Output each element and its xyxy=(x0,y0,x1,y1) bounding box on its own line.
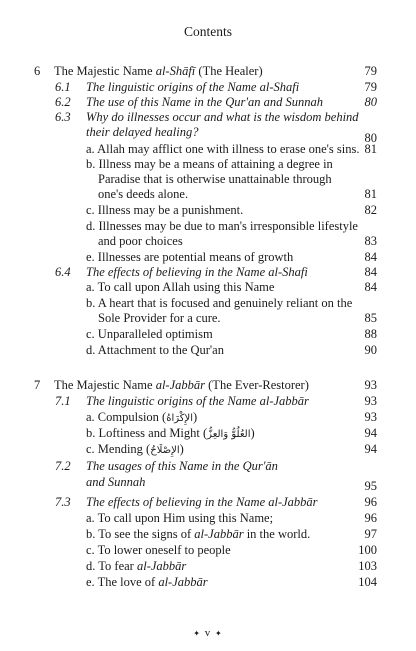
section-number: 6.4 xyxy=(55,265,71,279)
section-title: The linguistic origins of the Name al-Jabbār xyxy=(86,394,309,408)
toc-item[interactable] xyxy=(0,326,416,342)
page-number: 90 xyxy=(364,343,377,357)
item-text: d. Attachment to the Qur'an xyxy=(86,343,224,357)
page-number: 93 xyxy=(364,378,377,392)
item-text: c. Unparalleled optimism xyxy=(86,327,213,341)
chapter-title: The Majestic Name al-Shāfī (The Healer) xyxy=(54,64,263,78)
item-text-line-1: d. Illnesses may be due to man's irresponsible lifestyle xyxy=(86,219,358,233)
chapter-number: 6 xyxy=(34,64,41,78)
toc-chapter-7[interactable] xyxy=(0,377,416,393)
page-numeral: v xyxy=(204,627,212,639)
toc-item[interactable] xyxy=(0,279,416,295)
toc-item[interactable] xyxy=(0,510,416,526)
page-number: 88 xyxy=(364,327,377,341)
section-title-line-1: The usages of this Name in the Qur'ān xyxy=(86,459,278,473)
section-number: 6.3 xyxy=(55,110,71,124)
page-number: 93 xyxy=(364,394,377,408)
item-text: e. The love of al-Jabbār xyxy=(86,575,208,589)
section-title: The linguistic origins of the Name al-Shafi xyxy=(86,80,300,94)
item-text-line-2: Sole Provider for a cure. xyxy=(98,311,221,325)
page-title: Contents xyxy=(183,24,232,39)
toc-item-cont xyxy=(0,171,416,187)
page-number: 79 xyxy=(364,64,377,78)
page-number: 93 xyxy=(364,410,377,424)
toc-chapter-6[interactable] xyxy=(0,63,416,79)
toc-section-6-3-cont[interactable] xyxy=(0,124,416,145)
arabic-term: العُلُوُّ وَالعِزُّ xyxy=(207,429,251,440)
section-title-line-2: their delayed healing? xyxy=(86,125,199,139)
toc-item-cont xyxy=(0,310,416,326)
toc-item-cont xyxy=(0,186,416,202)
toc-item[interactable] xyxy=(0,342,416,358)
section-title: The effects of believing in the Name al-Jabbār xyxy=(86,495,318,509)
section-title-line-1: Why do illnesses occur and what is the wisdom behind xyxy=(86,110,359,124)
page-number: 85 xyxy=(364,311,377,325)
item-text: a. To call upon Him using this Name; xyxy=(86,511,274,525)
item-text: a. Allah may afflict one with illness to erase one's sins. xyxy=(86,142,360,156)
chapter-number: 7 xyxy=(34,378,41,392)
item-text-line-2: Paradise that is otherwise unattainable through xyxy=(98,172,332,186)
toc-section-7-2[interactable] xyxy=(0,458,416,474)
page-number: 84 xyxy=(364,250,377,264)
item-text-line-2: and poor choices xyxy=(98,234,183,248)
item-text-line-1: b. A heart that is focused and genuinely reliant on the xyxy=(86,296,353,310)
section-title: The use of this Name in the Qur'an and Sunnah xyxy=(86,95,324,109)
page-number: 104 xyxy=(358,575,377,589)
page-number: 83 xyxy=(364,234,377,248)
page-number: 97 xyxy=(364,527,377,541)
item-text: c. Mending (الإِصْلَاحُ) xyxy=(86,442,184,456)
toc-section-6-4[interactable] xyxy=(0,264,416,280)
toc-item[interactable] xyxy=(0,574,416,590)
page-number: 84 xyxy=(364,265,377,279)
section-number: 7.3 xyxy=(55,495,71,509)
arabic-term: الإِكْرَاهُ xyxy=(166,413,193,424)
page-number: 100 xyxy=(358,543,377,557)
toc-item[interactable] xyxy=(0,542,416,558)
section-number: 6.1 xyxy=(55,80,71,94)
toc-item[interactable] xyxy=(0,441,416,457)
toc-item[interactable] xyxy=(0,202,416,218)
item-text-line-3: one's deeds alone. xyxy=(98,187,189,201)
section-title: The effects of believing in the Name al-Shafi xyxy=(86,265,308,279)
page-number: 80 xyxy=(364,131,377,145)
section-number: 7.1 xyxy=(55,394,71,408)
page-number: 96 xyxy=(364,495,377,509)
toc-section-7-1[interactable] xyxy=(0,393,416,409)
page-number: 82 xyxy=(364,203,377,217)
section-number: 6.2 xyxy=(55,95,71,109)
toc-item[interactable] xyxy=(0,425,416,441)
page-number: 96 xyxy=(364,511,377,525)
page-number: 84 xyxy=(364,280,377,294)
item-text-line-1: b. Illness may be a means of attaining a degree in xyxy=(86,157,333,171)
page-number: 80 xyxy=(364,95,377,109)
page-number: 81 xyxy=(364,142,377,156)
toc-section-6-3[interactable] xyxy=(0,109,416,125)
arabic-term: الإِصْلَاحُ xyxy=(150,445,180,456)
toc-item-cont xyxy=(0,233,416,249)
page-number: 95 xyxy=(364,479,377,493)
page-number: 81 xyxy=(364,187,377,201)
item-text: e. Illnesses are potential means of growth xyxy=(86,250,294,264)
item-text: c. Illness may be a punishment. xyxy=(86,203,244,217)
page-number: 94 xyxy=(364,426,377,440)
toc-item[interactable] xyxy=(0,526,416,542)
page-number: 94 xyxy=(364,442,377,456)
ornament-icon: ✦ xyxy=(215,629,223,638)
toc-item[interactable] xyxy=(0,218,416,234)
page-footer xyxy=(0,627,416,639)
item-text: d. To fear al-Jabbār xyxy=(86,559,187,573)
toc-item[interactable] xyxy=(0,409,416,425)
page-number: 79 xyxy=(364,80,377,94)
item-text: a. To call upon Allah using this Name xyxy=(86,280,275,294)
chapter-title: The Majestic Name al-Jabbār (The Ever-Restorer) xyxy=(54,378,309,392)
toc-item[interactable] xyxy=(0,295,416,311)
toc-item[interactable] xyxy=(0,249,416,265)
section-title-line-2: and Sunnah xyxy=(86,475,146,489)
item-text: c. To lower oneself to people xyxy=(86,543,231,557)
item-text: b. To see the signs of al-Jabbār in the world. xyxy=(86,527,311,541)
toc-item[interactable] xyxy=(0,156,416,172)
toc-item[interactable] xyxy=(0,558,416,574)
toc-section-7-2-cont xyxy=(0,474,416,493)
item-text: b. Loftiness and Might (العُلُوُّ وَالعِزُّ) xyxy=(86,426,255,440)
toc-item[interactable] xyxy=(0,141,416,157)
toc-section-7-3[interactable] xyxy=(0,494,416,510)
toc-section-6-1[interactable] xyxy=(0,79,416,95)
section-number: 7.2 xyxy=(55,459,71,473)
page-number: 103 xyxy=(358,559,377,573)
toc-section-6-2[interactable] xyxy=(0,94,416,110)
item-text: a. Compulsion (الإِكْرَاهُ) xyxy=(86,410,198,424)
ornament-icon: ✦ xyxy=(193,629,201,638)
